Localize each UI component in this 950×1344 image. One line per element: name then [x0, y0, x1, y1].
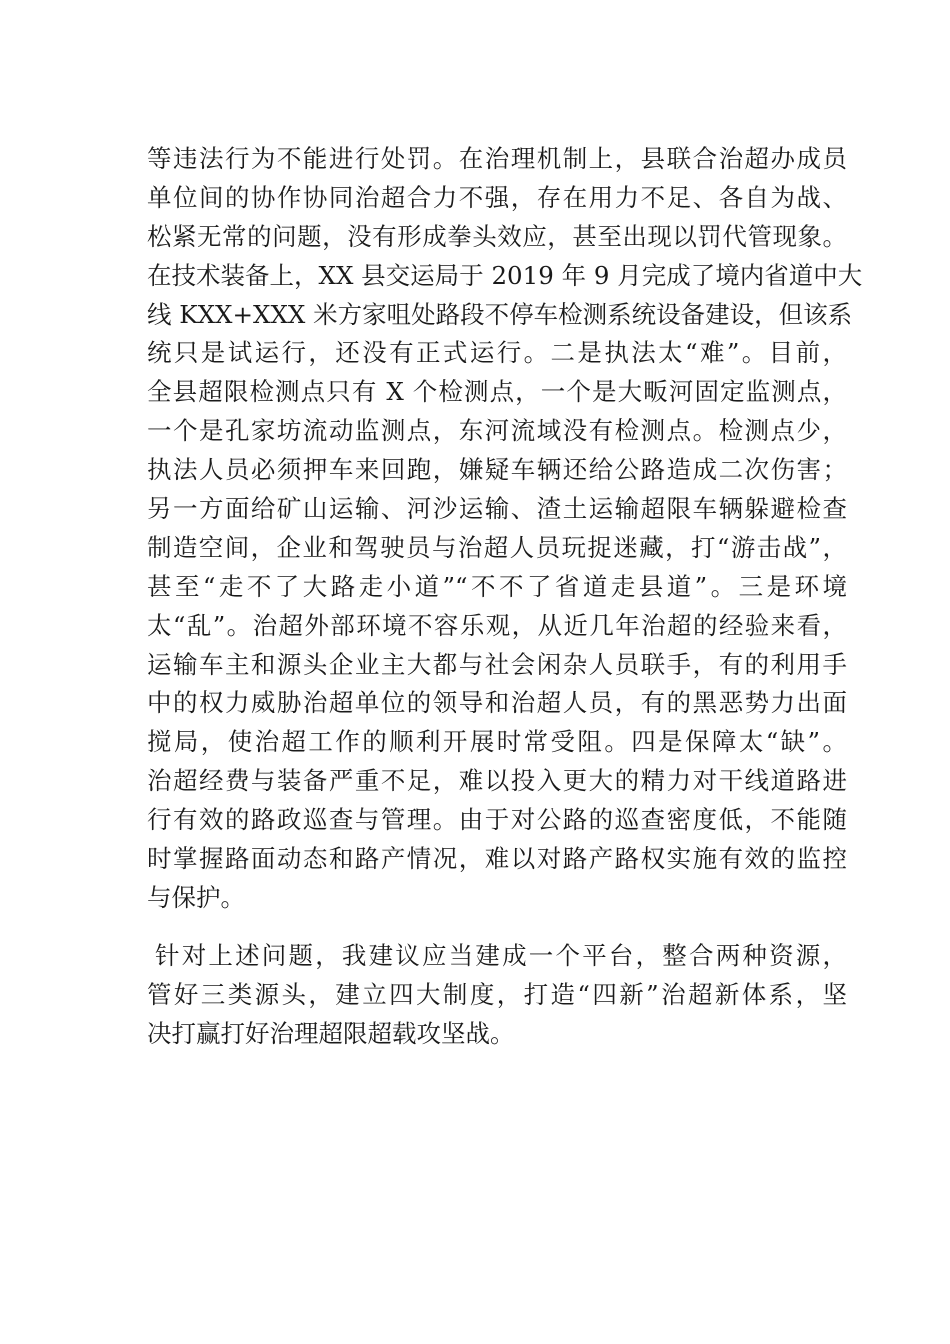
paragraph-line: 全县超限检测点只有 X 个检测点，一个是大畈河固定监测点， — [147, 377, 847, 407]
paragraph-line: 等违法行为不能进行处罚。在治理机制上，县联合治超办成员 — [147, 144, 847, 173]
paragraph-line: 另一方面给矿山运输、河沙运输、渣土运输超限车辆躲避检查 — [147, 494, 847, 524]
paragraph-line: 线 KXX+XXX 米方家咀处路段不停车检测系统设备建设，但该系 — [147, 299, 853, 329]
paragraph-line: 行有效的路政巡查与管理。由于对公路的巡查密度低，不能随 — [147, 805, 847, 835]
paragraph-1 — [147, 140, 863, 918]
paragraph-2 — [147, 937, 847, 1054]
paragraph-line: 甚至“走不了大路走小道”“不不了省道走县道”。三是环境 — [147, 571, 847, 601]
paragraph-line: 中的权力威胁治超单位的领导和治超人员，有的黑恶势力出面 — [147, 688, 847, 718]
paragraph-line: 决打赢打好治理超限超载攻坚战。 — [147, 1018, 515, 1048]
paragraph-line: 执法人员必须押车来回跑，嫌疑车辆还给公路造成二次伤害； — [147, 455, 847, 485]
paragraph-line: 针对上述问题，我建议应当建成一个平台，整合两种资源， — [155, 940, 847, 970]
paragraph-line: 单位间的协作协同治超合力不强，存在用力不足、各自为战、 — [147, 182, 847, 212]
paragraph-line: 统只是试运行，还没有正式运行。二是执法太“难”。目前， — [147, 338, 847, 368]
paragraph-line: 制造空间，企业和驾驶员与治超人员玩捉迷藏，打“游击战”， — [147, 532, 847, 562]
paragraph-line: 与保护。 — [147, 882, 245, 912]
paragraph-line: 在技术装备上，XX 县交运局于 2019 年 9 月完成了境内省道中大 — [147, 260, 863, 290]
paragraph-line: 时掌握路面动态和路产情况，难以对路产路权实施有效的监控 — [147, 844, 847, 874]
paragraph-line: 松紧无常的问题，没有形成拳头效应，甚至出现以罚代管现象。 — [147, 221, 847, 251]
paragraph-line: 一个是孔家坊流动监测点，东河流域没有检测点。检测点少， — [147, 416, 847, 446]
document-body — [147, 140, 863, 1053]
paragraph-line: 搅局，使治超工作的顺利开展时常受阻。四是保障太“缺”。 — [147, 727, 847, 757]
paragraph-spacer — [147, 918, 847, 937]
paragraph-line: 治超经费与装备严重不足，难以投入更大的精力对干线道路进 — [147, 766, 847, 796]
paragraph-line: 太“乱”。治超外部环境不容乐观，从近几年治超的经验来看， — [147, 610, 847, 640]
paragraph-line: 运输车主和源头企业主大都与社会闲杂人员联手，有的利用手 — [147, 649, 847, 679]
paragraph-line: 管好三类源头，建立四大制度，打造“四新”治超新体系，坚 — [147, 979, 847, 1009]
